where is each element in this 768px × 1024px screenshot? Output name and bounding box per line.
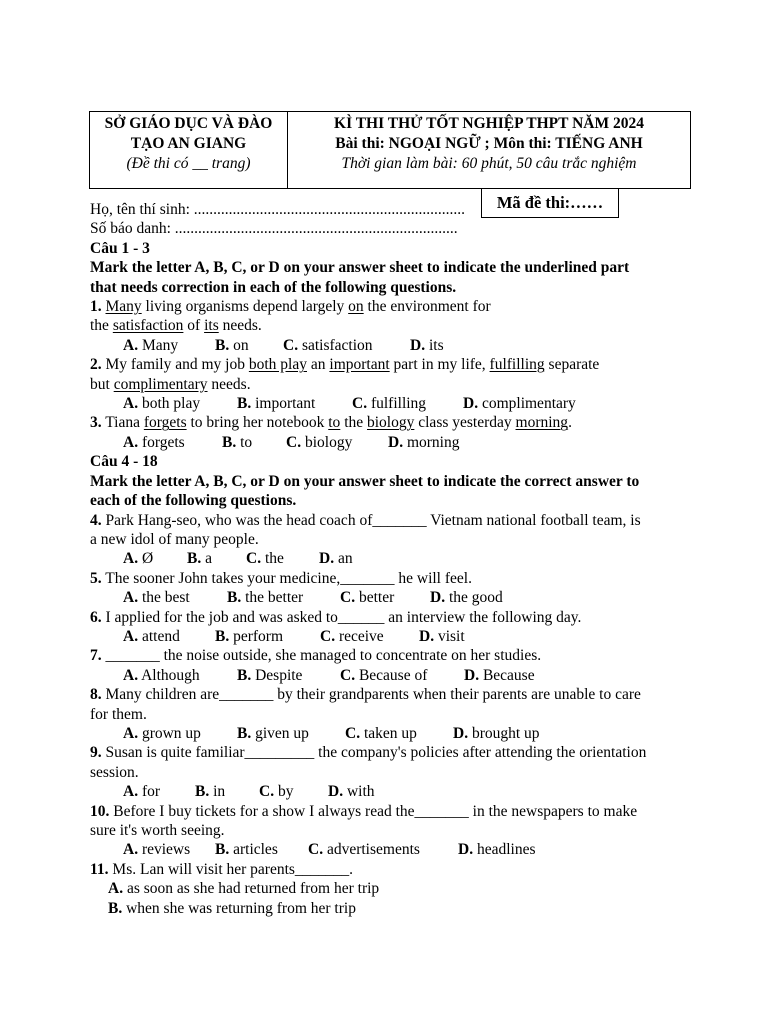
option-letter: D. [388,433,404,451]
question-4-line2: a new idol of many people. [90,530,259,548]
option-d [410,336,444,355]
option-letter: A. [123,724,139,742]
option-letter: C. [352,395,368,413]
option-text: forgets [141,433,185,451]
question-8-line1 [90,685,690,704]
option-letter: A. [123,550,139,568]
question-10-line1 [90,802,690,821]
option-letter: C. [340,666,356,684]
option-text: in [213,783,226,801]
option-text: taken up [363,724,417,742]
question-4-line1 [90,511,690,530]
section1-instruction-line2: that needs correction in each of the following questions. [90,278,457,296]
question-text: The sooner John takes your medicine,_______ he will feel. [101,569,472,587]
option-a [123,394,237,413]
exam-content [90,200,690,918]
option-text: both play [141,395,201,413]
question-9-line2: session. [90,763,139,781]
option-letter: B. [215,627,230,645]
option-letter: B. [237,395,252,413]
exam-duration: Thời gian làm bài: 60 phút, 50 câu trắc nghiệm [341,155,637,172]
option-letter: C. [320,627,336,645]
option-a [123,549,187,568]
exam-code-box: Mã đề thi:…… [481,188,619,218]
option-text: grown up [141,724,201,742]
section2-range: Câu 4 - 18 [90,453,158,471]
option-text: better [358,589,395,607]
underlined-part: on [348,298,364,316]
option-a [123,782,195,801]
underlined-part: complimentary [113,375,208,393]
option-c [286,433,388,452]
option-letter: C. [286,433,302,451]
question-number: 6. [90,608,102,626]
option-letter: B. [215,336,230,354]
option-letter: D. [463,395,479,413]
question-number: 2. [90,356,102,374]
question-6-line1 [90,608,690,627]
option-c [340,666,464,685]
option-letter: B. [227,589,242,607]
option-c [308,840,458,859]
question-text: My family and my job [101,356,249,374]
section2-instruction-line2: each of the following questions. [90,492,297,510]
question-6-options [90,627,690,646]
question-number: 11. [90,860,109,878]
option-b [237,394,352,413]
option-text: Ø [141,550,154,568]
underlined-part: fulfilling [489,356,545,374]
option-d [419,627,465,646]
option-a [123,724,237,743]
header-table [89,111,691,189]
option-letter: B. [237,724,252,742]
option-d [463,394,576,413]
question-number: 4. [90,511,102,529]
question-7-options [90,666,690,685]
section2-instruction-line1: Mark the letter A, B, C, or D on your answer sheet to indicate the correct answer to [90,472,640,490]
option-d [458,840,536,859]
option-letter: B. [222,433,237,451]
underlined-part: to [328,414,341,432]
question-text: I applied for the job and was asked to______ an interview the following day. [101,608,582,626]
option-letter: D. [453,724,469,742]
option-letter: D. [464,666,480,684]
option-d [388,433,459,452]
question-text: needs. [207,375,251,393]
question-number: 5. [90,569,102,587]
option-letter: A. [108,880,124,898]
option-text: the best [141,589,190,607]
underlined-part: biology [367,414,415,432]
option-letter: A. [123,589,139,607]
question-7-line1 [90,646,690,665]
option-letter: A. [123,433,139,451]
question-text: Park Hang-seo, who was the head coach of_______ Vietnam national football team, is [101,511,641,529]
option-d [430,588,503,607]
question-2-options [90,394,690,413]
question-text: separate [544,356,600,374]
underlined-part: morning [515,414,569,432]
question-text: _______ the noise outside, she managed to concentrate on her studies. [101,647,542,665]
question-11-option-a [90,879,690,898]
underlined-part: its [204,317,219,335]
option-text: an [337,550,353,568]
question-11-line1 [90,860,690,879]
option-text: to [240,433,253,451]
option-a [123,336,215,355]
option-letter: C. [283,336,299,354]
option-letter: D. [410,336,426,354]
question-4-options [90,549,690,568]
question-3-line1 [90,413,690,432]
question-2-line2 [90,375,690,394]
option-d [319,549,353,568]
section1-range: Câu 1 - 3 [90,239,150,257]
option-a [123,588,227,607]
option-text: the better [245,589,304,607]
question-10-options [90,840,690,859]
question-text: to bring her notebook [186,414,329,432]
option-c [259,782,328,801]
option-letter: B. [108,899,123,917]
exam-title: KÌ THI THỬ TỐT NGHIỆP THPT NĂM 2024 [334,115,644,132]
question-text: of [183,317,205,335]
option-text: on [233,336,249,354]
option-text: fulfilling [370,395,427,413]
header-left-cell [90,112,288,188]
option-letter: A. [123,395,139,413]
option-text: headlines [476,841,536,859]
option-text: with [346,783,375,801]
question-text: Before I buy tickets for a show I always read the_______ in the newspapers to make [109,802,638,820]
option-text: the good [448,589,503,607]
option-letter: C. [246,550,262,568]
candidate-id-line: Số báo danh: ......................................................................... [90,220,458,238]
option-letter: D. [328,783,344,801]
question-3-options [90,433,690,452]
option-letter: C. [345,724,361,742]
question-text: the [340,414,367,432]
option-text: Because [482,666,535,684]
candidate-name-line: Họ, tên thí sinh: ...................................................................... [90,201,466,218]
option-letter: D. [430,589,446,607]
option-letter: A. [123,783,139,801]
option-text: given up [255,724,309,742]
question-text: living organisms depend largely [141,298,349,316]
option-letter: A. [123,841,139,859]
header-right-cell [288,112,690,190]
question-text: Many children are_______ by their grandparents when their parents are unable to care [101,686,641,704]
question-number: 7. [90,647,102,665]
option-letter: A. [123,666,139,684]
option-b [187,549,246,568]
question-2-line1 [90,355,690,374]
question-11-option-b [90,899,690,918]
option-letter: D. [419,627,435,645]
option-letter: C. [340,589,356,607]
option-letter: B. [195,783,210,801]
question-number: 10. [90,802,110,820]
question-5-line1 [90,569,690,588]
question-9-line1 [90,743,690,762]
option-d [328,782,375,801]
option-letter: D. [458,841,474,859]
option-text: reviews [141,841,191,859]
option-b [227,588,340,607]
underlined-part: both play [248,356,307,374]
question-text: Susan is quite familiar_________ the company's policies after attending the orientation [101,744,647,762]
option-text: morning [406,433,460,451]
option-text: for [141,783,161,801]
question-text: but [90,375,114,393]
option-text: Despite [255,666,303,684]
option-text: receive [338,627,384,645]
section1-instruction-line1: Mark the letter A, B, C, or D on your answer sheet to indicate the underlined part [90,259,630,277]
option-text: important [255,395,316,413]
option-c [340,588,430,607]
question-text: class yesterday [414,414,516,432]
exam-subject: Bài thi: NGOẠI NGỮ ; Môn thi: TIẾNG ANH [335,135,643,152]
option-a [123,433,222,452]
option-b [195,782,259,801]
question-text: the [90,317,113,335]
department-name-line1: SỞ GIÁO DỤC VÀ ĐÀO [104,115,273,132]
option-text: biology [304,433,353,451]
option-b [215,840,308,859]
option-text: as soon as she had returned from her trip [126,880,380,898]
question-text: the environment for [363,298,491,316]
underlined-part: forgets [143,414,187,432]
option-c [246,549,319,568]
option-b [237,666,340,685]
option-text: when she was returning from her trip [126,899,356,917]
option-text: attend [141,627,180,645]
option-text: brought up [471,724,540,742]
question-text: . [568,414,572,432]
option-text: by [277,783,294,801]
option-text: Many [141,336,179,354]
option-text: advertisements [326,841,420,859]
option-b [215,627,320,646]
question-text: part in my life, [389,356,490,374]
question-text: needs. [218,317,262,335]
question-number: 1. [90,298,102,316]
option-text: visit [437,627,465,645]
option-text: a [205,550,212,568]
option-letter: A. [123,336,139,354]
question-number: 8. [90,686,102,704]
question-10-line2: sure it's worth seeing. [90,822,225,839]
option-a [123,840,215,859]
option-c [345,724,453,743]
question-text: Ms. Lan will visit her parents_______. [108,860,354,878]
question-8-options [90,724,690,743]
option-text: perform [233,627,284,645]
option-b [215,336,283,355]
option-text: the [264,550,284,568]
option-text: articles [233,841,278,859]
question-number: 3. [90,414,102,432]
question-1-options [90,336,690,355]
option-letter: B. [237,666,252,684]
option-b [222,433,286,452]
question-8-line2: for them. [90,705,147,723]
question-text: Tiana [101,414,144,432]
question-1-line1 [90,297,690,316]
option-letter: D. [319,550,335,568]
question-text: an [307,356,330,374]
department-name-line2: TẠO AN GIANG [130,135,247,152]
question-number: 9. [90,744,102,762]
option-c [320,627,419,646]
underlined-part: Many [105,298,142,316]
option-d [453,724,540,743]
option-text: Because of [358,666,428,684]
underlined-part: satisfaction [112,317,184,335]
option-a [123,666,237,685]
option-d [464,666,535,685]
option-letter: C. [259,783,275,801]
option-text: complimentary [481,395,576,413]
underlined-part: important [329,356,390,374]
option-letter: C. [308,841,324,859]
option-b [237,724,345,743]
option-text: Although [141,666,200,684]
option-letter: A. [123,627,139,645]
question-9-options [90,782,690,801]
option-c [352,394,463,413]
option-a [123,627,215,646]
option-letter: B. [187,550,202,568]
option-letter: B. [215,841,230,859]
option-text: its [428,336,444,354]
question-5-options [90,588,690,607]
option-c [283,336,410,355]
question-1-line2 [90,316,690,335]
page-count-note: (Đề thi có __ trang) [126,155,251,172]
option-text: satisfaction [301,336,373,354]
